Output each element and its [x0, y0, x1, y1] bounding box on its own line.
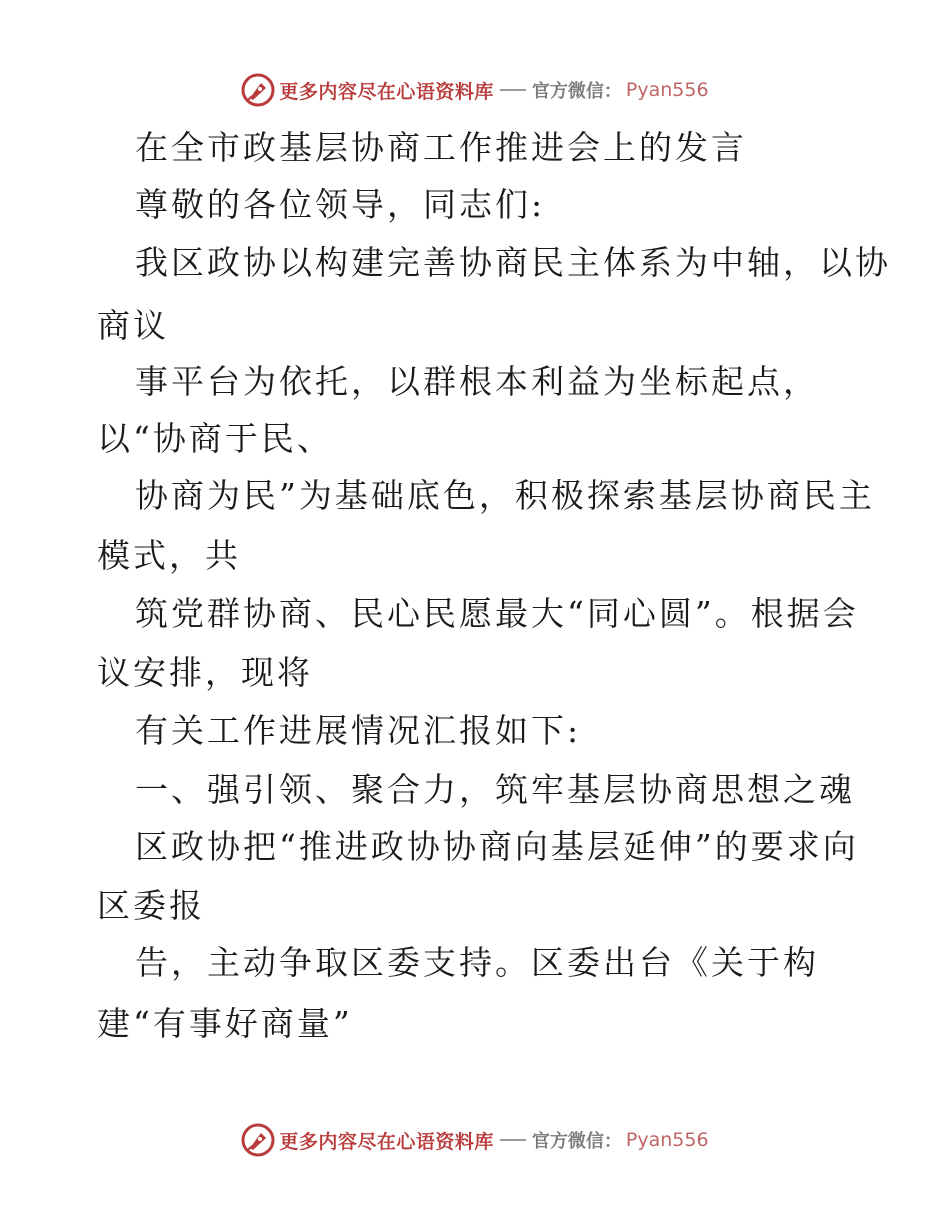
paragraph-line: 有关工作进展情况汇报如下:	[135, 711, 582, 750]
paragraph-line: 商议	[97, 306, 169, 345]
section-heading: 一、强引领、聚合力，筑牢基层协商思想之魂	[135, 770, 855, 809]
paragraph-line: 模式，共	[97, 536, 241, 575]
banner-title: 更多内容尽在心语资料库	[279, 80, 494, 103]
paragraph-line: 协商为民”为基础底色，积极探索基层协商民主	[135, 476, 875, 515]
footer-banner	[0, 1120, 950, 1160]
banner-divider	[500, 89, 526, 91]
paragraph-line: 区委报	[97, 886, 205, 925]
paragraph-line: 区政协把“推进政协协商向基层延伸”的要求向	[135, 827, 859, 866]
paragraph-line: 筑党群协商、民心民愿最大“同心圆”。根据会	[135, 594, 859, 633]
document-title: 在全市政基层协商工作推进会上的发言	[135, 128, 747, 167]
paragraph-line: 议安排，现将	[97, 653, 313, 692]
salutation: 尊敬的各位领导，同志们:	[135, 185, 546, 224]
banner-wechat-label: 官方微信：	[531, 81, 622, 102]
paragraph-line: 告，主动争取区委支持。区委出台《关于构	[135, 943, 819, 982]
banner-wechat-label: 官方微信：	[531, 1131, 622, 1152]
banner-divider	[500, 1139, 526, 1141]
header-banner	[0, 70, 950, 110]
paragraph-line: 事平台为依托，以群根本利益为坐标起点，	[135, 362, 819, 401]
paragraph-line: 以“协商于民、	[97, 419, 333, 458]
pen-nib-logo-icon	[241, 73, 275, 107]
paragraph-line: 建“有事好商量”	[97, 1004, 353, 1043]
pen-nib-logo-icon	[241, 1123, 275, 1157]
banner-wechat-id: Pyan556	[625, 1129, 709, 1151]
banner-wechat-id: Pyan556	[625, 79, 709, 101]
banner-title: 更多内容尽在心语资料库	[279, 1130, 494, 1153]
paragraph-line: 我区政协以构建完善协商民主体系为中轴，以协	[135, 243, 891, 282]
